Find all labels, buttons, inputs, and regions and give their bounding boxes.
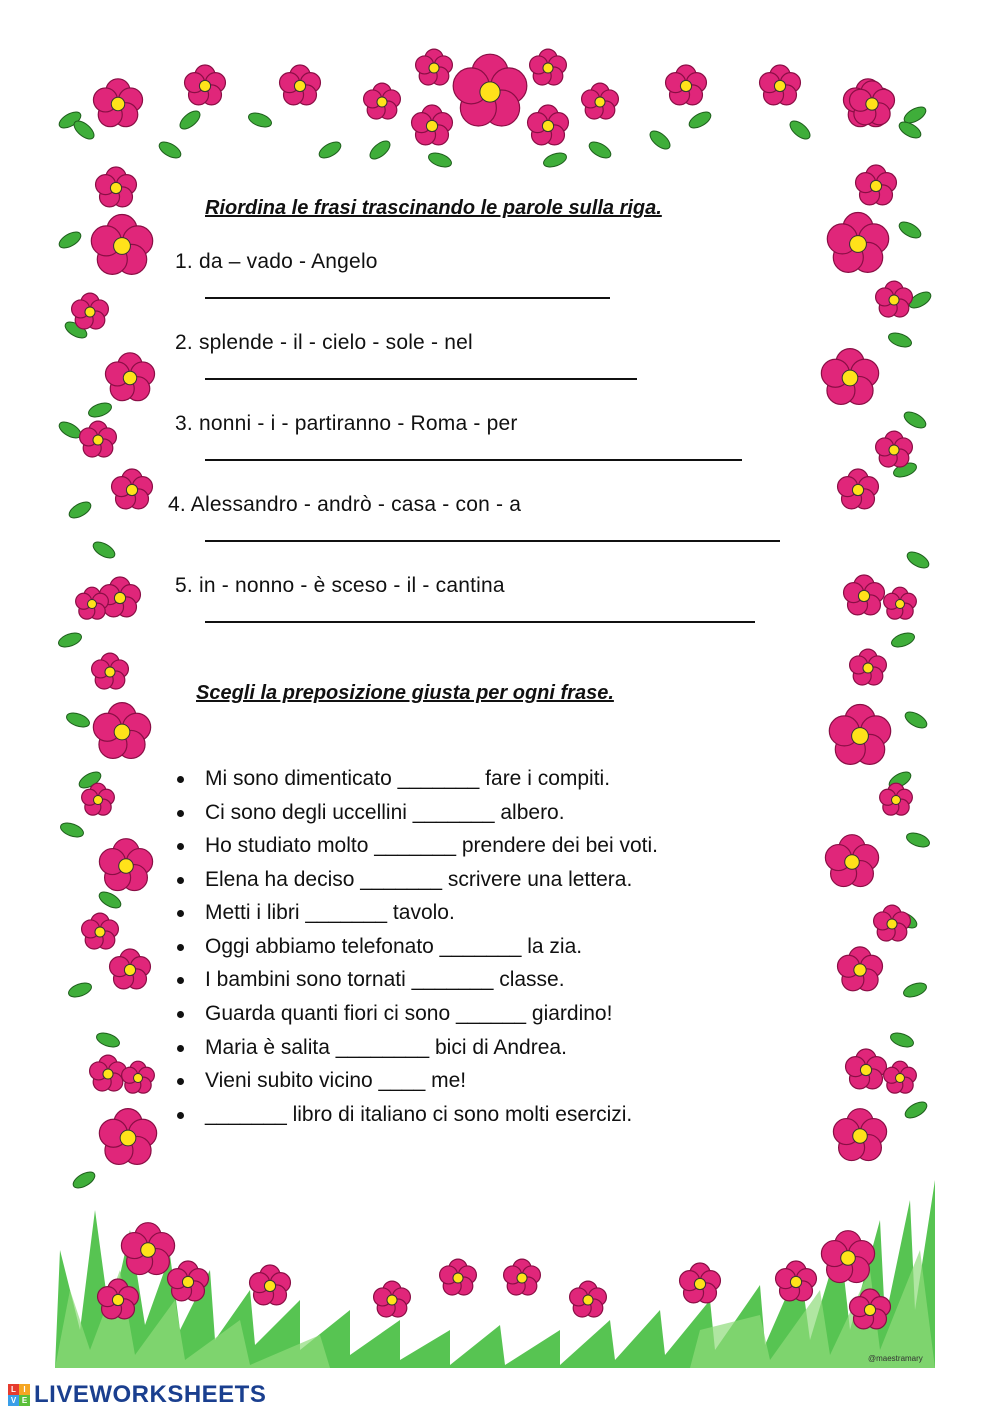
leaf-decoration [65, 710, 92, 729]
flower-icon [850, 649, 887, 685]
flower-icon [776, 1261, 817, 1301]
leaf-decoration [905, 830, 932, 849]
bullet-icon [177, 1112, 184, 1119]
preposition-item[interactable] [205, 801, 565, 825]
preposition-item[interactable] [205, 1002, 612, 1026]
flower-icon [825, 835, 878, 887]
leaf-decoration [587, 139, 614, 161]
flower-icon [93, 79, 142, 127]
flower-icon [416, 49, 453, 85]
leaf-decoration [902, 980, 929, 999]
reorder-item-3: 3. nonni - i - partiranno - Roma - per [175, 412, 518, 435]
leaf-decoration [890, 630, 917, 649]
flower-icon [582, 83, 619, 119]
bullet-icon [177, 977, 184, 984]
bullet-icon [177, 910, 184, 917]
preposition-item-text: Metti i libri _______ tavolo. [205, 901, 455, 924]
flower-icon [880, 783, 913, 815]
bullet-icon [177, 944, 184, 951]
leaf-decoration [67, 980, 94, 999]
leaf-decoration [317, 139, 344, 161]
reorder-item-1: 1. da – vado - Angelo [175, 250, 378, 273]
liveworksheets-logo-icon [8, 1384, 30, 1406]
flower-icon [364, 83, 401, 119]
bullet-icon [177, 843, 184, 850]
leaf-decoration [247, 110, 274, 129]
flower-icon [876, 431, 913, 467]
flower-icon [884, 1061, 917, 1093]
flower-icon [856, 165, 897, 205]
preposition-item[interactable] [205, 968, 565, 992]
reorder-item-4: 4. Alessandro - andrò - casa - con - a [168, 493, 522, 516]
flower-icon [80, 421, 117, 457]
section1-title: Riordina le frasi trascinando le parole sulla riga. [205, 197, 662, 219]
preposition-item-text: Maria è salita ________ bici di Andrea. [205, 1036, 567, 1059]
leaf-decoration [87, 400, 114, 419]
flower-icon [680, 1263, 721, 1303]
bullet-icon [177, 1011, 184, 1018]
flower-icon [504, 1259, 541, 1295]
leaf-decoration [91, 539, 118, 561]
preposition-item[interactable] [205, 868, 632, 892]
flower-icon [280, 65, 321, 105]
flower-icon [72, 293, 109, 329]
preposition-item-text: Guarda quanti fiori ci sono ______ giardino! [205, 1002, 613, 1025]
flower-icon [91, 215, 152, 275]
flower-icon [250, 1265, 291, 1305]
leaf-decoration [647, 128, 673, 153]
leaf-decoration [177, 108, 203, 133]
flower-icon [837, 947, 882, 991]
preposition-item-text: Oggi abbiamo telefonato _______ la zia. [205, 935, 583, 958]
preposition-item[interactable] [205, 1103, 632, 1127]
flower-icon [374, 1281, 411, 1317]
flower-icon [821, 349, 878, 405]
leaf-decoration [57, 630, 84, 649]
leaf-decoration [427, 150, 454, 169]
flower-icon [122, 1061, 155, 1093]
answer-line-5[interactable] [205, 621, 755, 623]
flower-icon [760, 65, 801, 105]
flower-icon [105, 353, 154, 401]
leaf-decoration [897, 219, 924, 241]
leaf-decoration [97, 889, 124, 911]
preposition-item[interactable] [205, 901, 455, 925]
answer-line-4[interactable] [205, 540, 780, 542]
flower-icon [185, 65, 226, 105]
leaf-decoration [687, 109, 714, 131]
flower-icon [453, 54, 527, 126]
preposition-item-text: Elena ha deciso _______ scrivere una lettera. [205, 868, 633, 891]
flower-icon [821, 1231, 874, 1283]
leaf-decoration [157, 139, 184, 161]
preposition-item[interactable] [205, 1069, 466, 1093]
flower-icon [570, 1281, 607, 1317]
flower-icon [412, 105, 453, 145]
leaf-decoration [905, 549, 932, 571]
bullet-icon [177, 1078, 184, 1085]
logo-letter: L [8, 1384, 19, 1395]
answer-line-2[interactable] [205, 378, 637, 380]
flower-icon [99, 839, 152, 891]
logo-letter: I [19, 1384, 30, 1395]
section2-title: Scegli la preposizione giusta per ogni frase. [196, 682, 614, 704]
flower-icon [530, 49, 567, 85]
leaf-decoration [889, 1030, 916, 1049]
flower-icon [876, 281, 913, 317]
answer-line-1[interactable] [205, 297, 610, 299]
preposition-item[interactable] [205, 834, 658, 858]
bullet-icon [177, 877, 184, 884]
leaf-decoration [903, 1099, 930, 1121]
leaf-decoration [95, 1030, 122, 1049]
preposition-item-text: Ci sono degli uccellini _______ albero. [205, 801, 565, 824]
author-credit: @maestramary [868, 1354, 923, 1363]
brand-name: LIVEWORKSHEETS [34, 1381, 267, 1408]
leaf-decoration [59, 820, 86, 839]
flower-icon [92, 653, 129, 689]
preposition-item-text: Ho studiato molto _______ prendere dei bei voti. [205, 834, 658, 857]
footer-brand[interactable] [8, 1380, 266, 1410]
flower-icon [838, 469, 879, 509]
preposition-item[interactable] [205, 1036, 567, 1060]
leaf-decoration [67, 499, 94, 521]
leaf-decoration [787, 118, 813, 143]
flower-icon [93, 703, 150, 759]
leaf-decoration [902, 409, 929, 431]
preposition-item[interactable] [205, 767, 610, 791]
flower-icon [99, 1109, 156, 1165]
flower-icon [827, 213, 888, 273]
flower-icon [846, 1049, 887, 1089]
logo-letter: V [8, 1395, 19, 1406]
flower-icon [528, 105, 569, 145]
flower-icon [112, 469, 153, 509]
flower-icon [666, 65, 707, 105]
logo-letter: E [19, 1395, 30, 1406]
bullet-icon [177, 1045, 184, 1052]
flower-icon [829, 705, 890, 765]
flower-icon [90, 1055, 127, 1091]
leaf-decoration [57, 229, 84, 251]
flower-icon [884, 587, 917, 619]
bullet-icon [177, 810, 184, 817]
leaf-decoration [367, 138, 393, 163]
flower-icon [833, 1109, 886, 1161]
reorder-item-2: 2. splende - il - cielo - sole - nel [175, 331, 473, 354]
flower-icon [850, 1289, 891, 1329]
flower-icon [121, 1223, 174, 1275]
flower-icon [82, 913, 119, 949]
flower-icon [96, 167, 137, 207]
preposition-item-text: I bambini sono tornati _______ classe. [205, 968, 565, 991]
flower-icon [844, 575, 885, 615]
preposition-item[interactable] [205, 935, 582, 959]
bullet-icon [177, 776, 184, 783]
reorder-item-5: 5. in - nonno - è sceso - il - cantina [175, 574, 505, 597]
leaf-decoration [903, 709, 930, 731]
flower-icon [168, 1261, 209, 1301]
preposition-item-text: _______ libro di italiano ci sono molti esercizi. [205, 1103, 633, 1126]
leaf-decoration [71, 1169, 98, 1191]
preposition-item-text: Vieni subito vicino ____ me! [205, 1069, 467, 1092]
answer-line-3[interactable] [205, 459, 742, 461]
flower-icon [110, 949, 151, 989]
leaf-decoration [542, 150, 569, 169]
flower-icon [874, 905, 911, 941]
leaf-decoration [887, 330, 914, 349]
preposition-item-text: Mi sono dimenticato _______ fare i compiti. [205, 767, 611, 790]
flower-icon [440, 1259, 477, 1295]
